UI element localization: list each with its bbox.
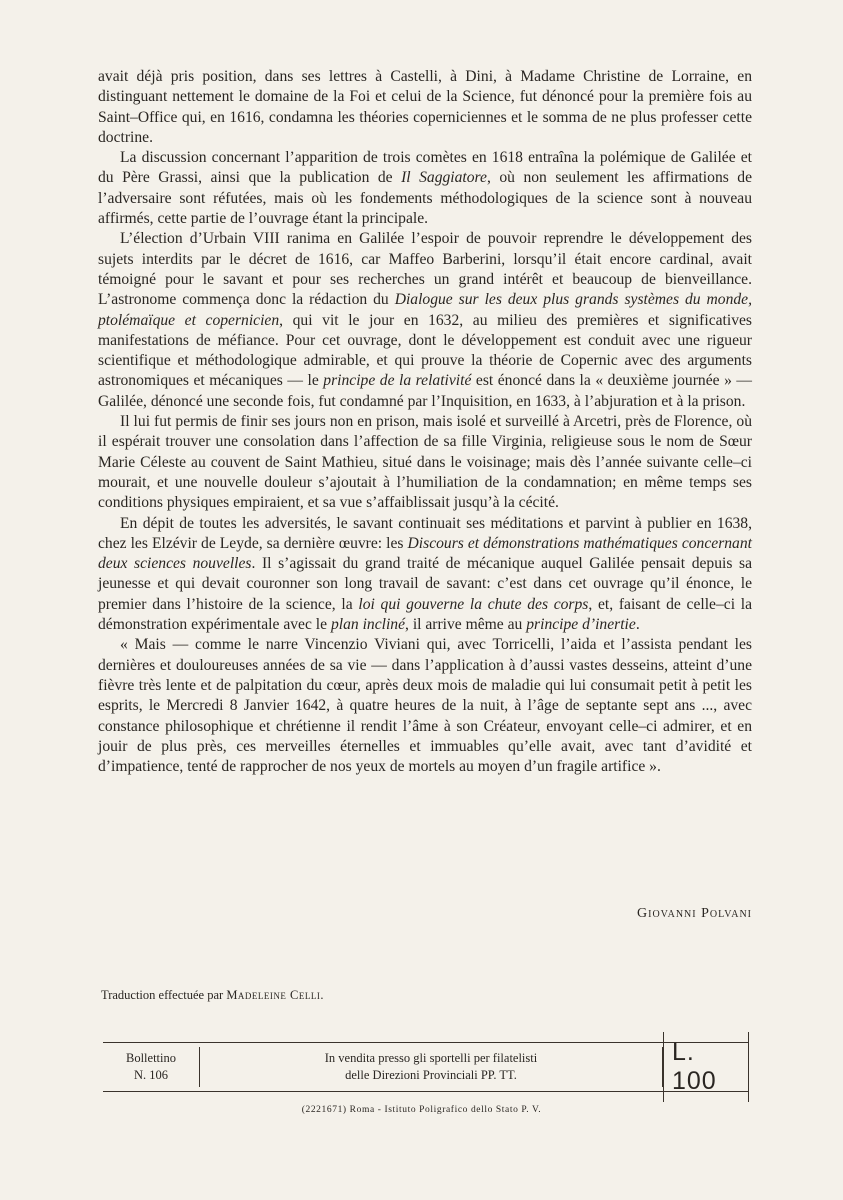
paragraph-2-text-a: La discussion concernant l’apparition de trois comètes en 1618 entraîna la polémique de Galilée et du Père Grassi, ainsi que la publication de [98, 149, 752, 187]
paragraph-1: avait déjà pris position, dans ses lettres à Castelli, à Dini, à Madame Christine de Lorraine, en distinguant nettement le domaine de la Foi et celui de la Science, fut dénoncé pour la première fois au Saint–Office qui, en 1616, condamna les théories coperniciennes et le somma de ne plus professer cette doctrine. [98, 68, 752, 146]
sale-line-2: delle Direzioni Provinciali PP. TT. [345, 1068, 517, 1082]
translator-credit [101, 988, 324, 1003]
paragraph-5-text-a: En dépit de toutes les adversités, le savant continuait ses méditations et parvint à publier en 1638, chez les Elzévir de Leyde, sa dernière œuvre: les [98, 514, 752, 552]
paragraph-3-text-c: est énoncé dans la « deuxième journée » — Galilée, dénoncé une seconde fois, fut condamné par l’Inquisition, en 1633, à l’abjuration et à la prison. [98, 372, 752, 410]
paragraph-3 [98, 229, 752, 412]
bulletin-label: Bollettino [126, 1051, 176, 1065]
article-body [98, 67, 752, 777]
dialogue-title: Dialogue sur les deux plus grands systèmes du monde, ptolémaïque et copernicien [98, 291, 752, 329]
paragraph-4: Il lui fut permis de finir ses jours non en prison, mais isolé et surveillé à Arcetri, près de Florence, où il espérait trouver une consolation dans l’affection de sa fille Virginia, religieuse sous le nom de Sœur Marie Céleste au couvent de Saint Mathieu, situé dans le voisinage; mais dès l’année suivante celle–ci mourait, et une nouvelle douleur s’ajoutait à l’humiliation de la condamnation; en même temps ses conditions physiques empiraient, et sa vue s’affaiblissait jusqu’à la cécité. [98, 413, 752, 512]
relativity-principle: principe de la relativité [323, 372, 472, 390]
inertia-principle: principe d’inertie [526, 616, 636, 634]
printer-imprint: (2221671) Roma - Istituto Poligrafico dello Stato P. V. [301, 1105, 542, 1115]
bulletin-info [103, 1047, 200, 1087]
paragraph-5-text-e: . [635, 616, 640, 634]
paragraph-3-text-a: L’élection d’Urbain VIII ranima en Galilée l’espoir de pouvoir reprendre le développement des sujets interdits par le décret de 1616, car Maffeo Barberini, lorsqu’il était encore cardinal, avait témoigné pour le savant et pour ses recherches un grand intérêt et beaucoup de bienveillance. L’astronome commença donc la rédaction du [98, 230, 752, 309]
falling-bodies-law: loi qui gouverne la chute des corps [358, 595, 589, 613]
paragraph-2 [98, 148, 752, 229]
paragraph-2-text-b: , où non seulement les affirmations de l’adversaire sont réfutées, mais où les fondements méthodologiques de la science sont à nouveau affirmés, cette partie de l’ouvrage étant la principale. [98, 169, 753, 228]
bulletin-number: N. 106 [133, 1068, 169, 1082]
sale-line-1: In vendita presso gli sportelli per filatelisti [324, 1051, 538, 1065]
price-label: L. 100 [663, 1032, 749, 1102]
paragraph-5-text-b: . Il s’agissait du grand traité de mécanique auquel Galilée pensait depuis sa jeunesse et qui devait couronner son long travail de savant: c’est dans cet ouvrage qu’il énonce, le premier dans l’histoire de la science, la [98, 555, 752, 613]
translator-name: Madeleine Celli. [226, 988, 324, 1002]
discours-title: Discours et démonstrations mathématiques concernant deux sciences nouvelles [98, 534, 752, 573]
paragraph-5-text-d: , il arrive même au [405, 616, 527, 634]
paragraph-6: « Mais — comme le narre Vincenzio Viviani qui, avec Torricelli, l’aida et l’assista pendant les dernières et douloureuses années de sa vie — dans l’application à d’aussi vastes desseins, atteint d’une fièvre très lente et de palpitation du cœur, après deux mois de maladie qui lui consumait petit à petit les esprits, le Mercredi 8 Janvier 1642, à quatre heures de la nuit, à l’âge de septante sept ans ..., avec constance philosophique et chrétienne il rendit l’âme à son Créateur, envoyant celle–ci admirer, et en jouir de plus près, ces merveilles éternelles et immuables qu’elle avait, avec tant d’avidité et d’impatience, tenté de rapprocher de nos yeux de mortels au moyen d’un fragile artifice ». [98, 636, 752, 776]
price-box [663, 1038, 749, 1095]
paragraph-5-text-c: , et, faisant de celle–ci la démonstration expérimentale avec le [98, 595, 752, 634]
inclined-plane: plan incliné [330, 616, 406, 634]
paragraph-3-text-b: , qui vit le jour en 1632, au milieu des premières et significatives manifestations de méfiance. Pour cet ouvrage, dont le développement est conduit avec une rigueur scientifique et méthodologique admirable, et qui prouve la théorie de Copernic avec des arguments astronomiques et mécaniques — le [98, 311, 752, 390]
author-signature: Giovanni Polvani [637, 906, 752, 921]
saggiatore-title: Il Saggiatore [401, 169, 487, 187]
footer-box [103, 1038, 749, 1095]
paragraph-5 [98, 514, 752, 636]
sale-info [200, 1047, 663, 1087]
translator-prefix: Traduction effectuée par [101, 988, 227, 1002]
